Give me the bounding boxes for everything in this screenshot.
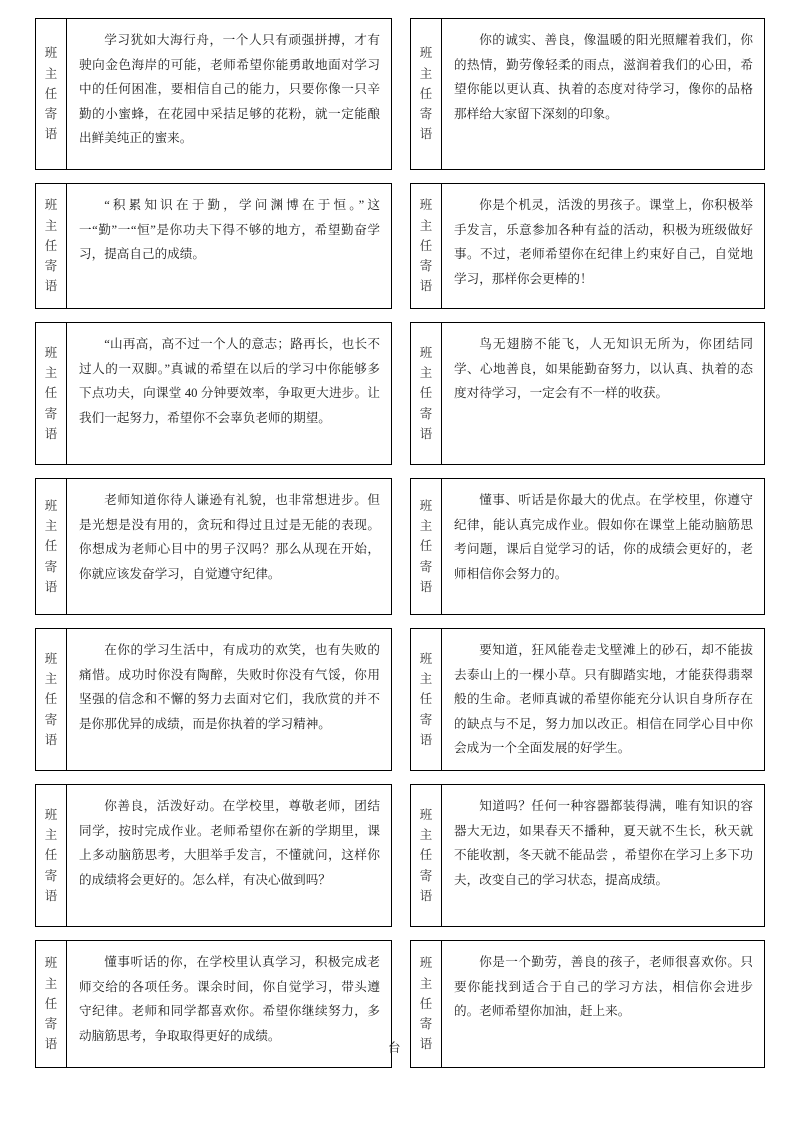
card-body — [67, 941, 391, 1067]
card-text: “山再高，高不过一个人的意志；路再长，也长不过人的一双脚。”真诚的希望在以后的学习中你能够多下点功夫，向课堂 40 分钟要效率，争取更大进步。让我们一起努力，希望你不会辜负老师的期望。 — [79, 337, 380, 425]
label-char: 班 — [419, 198, 433, 213]
card-text: 懂事、听话是你最大的优点。在学校里，你遵守纪律，能认真完成作业。假如你在课堂上能动脑筋思考问题，课后自觉学习的话，你的成绩会更好的，老师相信你会努力的。 — [454, 493, 753, 581]
message-card — [410, 628, 765, 771]
label-char: 任 — [419, 238, 433, 253]
label-char: 任 — [44, 539, 58, 554]
message-card — [35, 940, 392, 1068]
label-char: 班 — [44, 498, 58, 513]
card-text: 你是个机灵，活泼的男孩子。课堂上，你积极举手发言，乐意参加各种有益的活动，积极为班级做好事。不过，老师希望你在纪律上约束好自己，自觉地学习，那样你会更棒的！ — [454, 198, 753, 286]
card-label-column — [411, 479, 442, 614]
label-char: 主 — [419, 672, 433, 687]
label-char: 主 — [419, 976, 433, 991]
card-label-column — [36, 184, 67, 308]
label-char: 班 — [44, 345, 58, 360]
card-body — [67, 19, 391, 169]
label-char: 主 — [44, 828, 58, 843]
label-char: 班 — [419, 46, 433, 61]
label-char: 主 — [44, 366, 58, 381]
label-char: 班 — [419, 498, 433, 513]
label-char: 主 — [419, 66, 433, 81]
label-char: 寄 — [419, 712, 433, 727]
label-char: 班 — [419, 956, 433, 971]
card-row — [35, 628, 765, 771]
message-card — [410, 940, 765, 1068]
card-body — [67, 785, 391, 926]
label-char: 主 — [419, 366, 433, 381]
card-body — [442, 479, 764, 614]
card-text: 懂事听话的你，在学校里认真学习，积极完成老师交给的各项任务。课余时间，你自觉学习，带头遵守纪律。老师和同学都喜欢你。希望你继续努力，多动脑筋思考，争取取得更好的成绩。 — [79, 955, 380, 1043]
label-char: 寄 — [419, 868, 433, 883]
label-char: 主 — [419, 828, 433, 843]
card-text: 老师知道你待人谦逊有礼貌，也非常想进步。但是光想是没有用的，贪玩和得过且过是无能的表现。你想成为老师心目中的男子汉吗？那么从现在开始，你就应该发奋学习，自觉遵守纪律。 — [79, 493, 380, 581]
label-char: 主 — [44, 672, 58, 687]
label-char: 语 — [44, 579, 58, 594]
label-char: 班 — [44, 807, 58, 822]
label-char: 语 — [44, 1037, 58, 1052]
card-label-column — [36, 479, 67, 614]
message-card — [35, 628, 392, 771]
message-card — [410, 18, 765, 170]
label-char: 班 — [44, 956, 58, 971]
label-char: 语 — [44, 279, 58, 294]
card-row — [35, 183, 765, 309]
card-body — [67, 184, 391, 308]
label-char: 寄 — [419, 107, 433, 122]
label-char: 班 — [419, 807, 433, 822]
card-label-column — [36, 785, 67, 926]
message-card — [35, 784, 392, 927]
message-card — [410, 183, 765, 309]
message-card — [410, 322, 765, 465]
label-char: 语 — [419, 1037, 433, 1052]
card-text: 你善良，活泼好动。在学校里，尊敬老师，团结同学，按时完成作业。老师希望你在新的学期里，课上多动脑筋思考，大胆举手发言，不懂就问，这样你的成绩将会更好的。怎么样，有决心做到吗？ — [79, 799, 380, 887]
label-char: 寄 — [419, 259, 433, 274]
label-char: 寄 — [44, 868, 58, 883]
card-text: 知道吗？任何一种容器都装得满，唯有知识的容器大无边，如果春天不播种，夏天就不生长，秋天就不能收割，冬天就不能品尝 ，希望你在学习上多下功夫，改变自己的学习状态，提高成绩。 — [454, 799, 753, 887]
card-body — [442, 785, 764, 926]
stray-margin-glyph: 台 — [388, 1041, 401, 1055]
label-char: 任 — [419, 996, 433, 1011]
label-char: 寄 — [419, 1017, 433, 1032]
label-char: 班 — [419, 651, 433, 666]
label-char: 语 — [419, 579, 433, 594]
card-row — [35, 18, 765, 170]
label-char: 语 — [419, 279, 433, 294]
message-card — [35, 183, 392, 309]
label-char: 主 — [44, 218, 58, 233]
card-text: 你的诚实、善良，像温暖的阳光照耀着我们，你的热情，勤劳像轻柔的雨点，滋润着我们的心田，希望你能以更认真、执着的态度对待学习，像你的品格那样给大家留下深刻的印象。 — [454, 33, 753, 121]
label-char: 主 — [44, 66, 58, 81]
label-char: 寄 — [44, 712, 58, 727]
label-char: 班 — [419, 345, 433, 360]
message-card — [410, 478, 765, 615]
card-label-column — [36, 19, 67, 169]
label-char: 任 — [44, 692, 58, 707]
label-char: 语 — [44, 426, 58, 441]
label-char: 主 — [44, 976, 58, 991]
card-text: 学习犹如大海行舟，一个人只有顽强拼搏，才有驶向金色海岸的可能，老师希望你能勇敢地面对学习中的任何困准，要相信自己的能力，只要你像一只辛勤的小蜜蜂，在花园中采拮足够的花粉，就一定能酿出鲜美纯正的蜜来。 — [79, 33, 380, 146]
message-card — [35, 478, 392, 615]
label-char: 语 — [44, 888, 58, 903]
card-text: 你是一个勤劳，善良的孩子，老师很喜欢你。只要你能找到适合于自己的学习方法，相信你会进步的。老师希望你加油，赶上来。 — [454, 955, 753, 1019]
label-char: 任 — [44, 996, 58, 1011]
card-label-column — [411, 19, 442, 169]
label-char: 任 — [44, 238, 58, 253]
message-card — [410, 784, 765, 927]
card-label-column — [36, 941, 67, 1067]
card-body — [442, 184, 764, 308]
label-char: 班 — [44, 46, 58, 61]
card-label-column — [411, 629, 442, 770]
card-text: 在你的学习生活中，有成功的欢笑，也有失败的痛惜。成功时你没有陶醉，失败时你没有气馁，你用坚强的信念和不懈的努力去面对它们，我欣赏的并不是你那优异的成绩，而是你执着的学习精神。 — [79, 643, 380, 731]
card-text: “积累知识在于勤，学问渊博在于恒。”这一“勤”一“恒”是你功夫下得不够的地方，希望勤奋学习，提高自己的成绩。 — [79, 198, 380, 262]
card-body — [442, 323, 764, 464]
label-char: 任 — [419, 848, 433, 863]
label-char: 任 — [419, 86, 433, 101]
label-char: 班 — [44, 198, 58, 213]
card-row — [35, 784, 765, 927]
card-grid — [35, 18, 765, 1068]
card-body — [67, 479, 391, 614]
label-char: 任 — [419, 386, 433, 401]
card-row — [35, 478, 765, 615]
card-row — [35, 322, 765, 465]
label-char: 寄 — [44, 1017, 58, 1032]
label-char: 任 — [44, 386, 58, 401]
label-char: 寄 — [44, 259, 58, 274]
message-card — [35, 322, 392, 465]
card-body — [442, 941, 764, 1067]
label-char: 主 — [419, 519, 433, 534]
label-char: 寄 — [44, 406, 58, 421]
label-char: 语 — [419, 732, 433, 747]
label-char: 任 — [44, 848, 58, 863]
card-label-column — [411, 785, 442, 926]
label-char: 主 — [44, 519, 58, 534]
card-label-column — [36, 323, 67, 464]
card-label-column — [411, 184, 442, 308]
card-body — [67, 629, 391, 770]
label-char: 班 — [44, 651, 58, 666]
label-char: 语 — [419, 127, 433, 142]
label-char: 语 — [419, 426, 433, 441]
label-char: 主 — [419, 218, 433, 233]
card-body — [442, 19, 764, 169]
card-label-column — [411, 323, 442, 464]
label-char: 语 — [44, 732, 58, 747]
label-char: 寄 — [419, 559, 433, 574]
card-label-column — [411, 941, 442, 1067]
label-char: 语 — [419, 888, 433, 903]
card-text: 要知道，狂风能卷走戈壁滩上的砂石，却不能拔去泰山上的一棵小草。只有脚踏实地，才能获得翡翠般的生命。老师真诚的希望你能充分认识自身所存在的缺点与不足，努力加以改正。相信在同学心目中你会成为一个全面发展的好学生。 — [454, 643, 753, 756]
label-char: 寄 — [419, 406, 433, 421]
message-card — [35, 18, 392, 170]
label-char: 语 — [44, 127, 58, 142]
card-body — [442, 629, 764, 770]
card-body — [67, 323, 391, 464]
card-label-column — [36, 629, 67, 770]
label-char: 任 — [419, 539, 433, 554]
label-char: 寄 — [44, 559, 58, 574]
label-char: 任 — [44, 86, 58, 101]
label-char: 任 — [419, 692, 433, 707]
card-text: 鸟无翅膀不能飞，人无知识无所为，你团结同学、心地善良，如果能勤奋努力，以认真、执着的态度对待学习，一定会有不一样的收获。 — [454, 337, 753, 401]
label-char: 寄 — [44, 107, 58, 122]
